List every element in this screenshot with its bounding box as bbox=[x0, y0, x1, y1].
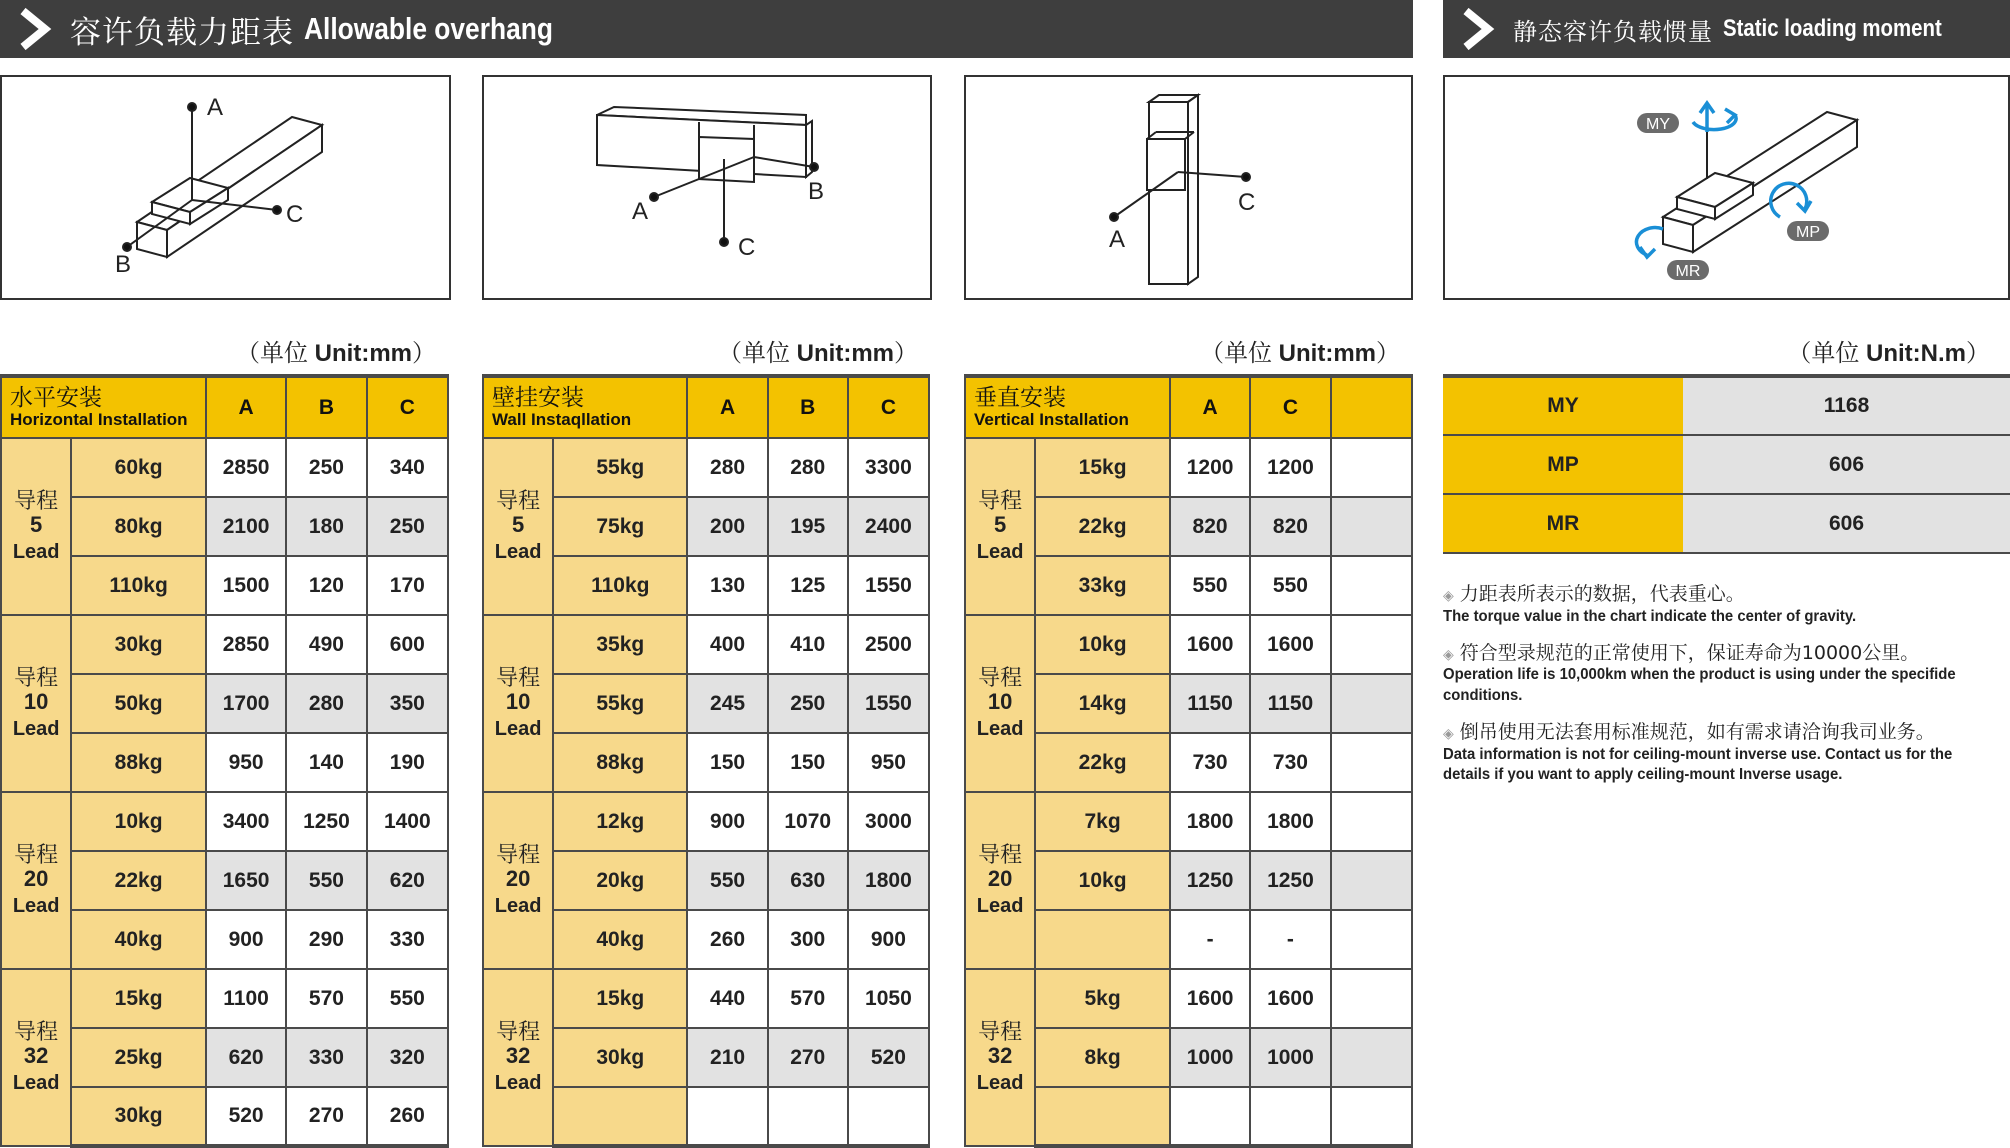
load-cell: 40kg bbox=[553, 910, 687, 969]
lead-en: Lead bbox=[976, 541, 1024, 564]
lead-cn: 导程 bbox=[496, 488, 541, 514]
load-cell: 35kg bbox=[553, 615, 687, 674]
load-cell: 110kg bbox=[71, 556, 206, 615]
lead-num: 32 bbox=[505, 1043, 531, 1068]
value-cell: 270 bbox=[286, 1087, 366, 1146]
diagram-horizontal-installation bbox=[0, 75, 451, 300]
lead-group-label bbox=[483, 792, 553, 969]
value-cell: 600 bbox=[367, 615, 448, 674]
table-row bbox=[1443, 494, 2010, 553]
moment-label-mp: MP bbox=[1796, 224, 1820, 241]
note-item bbox=[1443, 583, 2010, 628]
axis-label-a: A bbox=[207, 94, 224, 121]
value-cell: 245 bbox=[687, 674, 767, 733]
value-cell: 1550 bbox=[848, 674, 929, 733]
value-cell: 1100 bbox=[206, 969, 286, 1028]
diamond-bullet-icon: ◈ bbox=[1443, 725, 1454, 742]
load-cell: 55kg bbox=[553, 674, 687, 733]
value-cell: 300 bbox=[768, 910, 848, 969]
load-cell: 8kg bbox=[1035, 1028, 1170, 1087]
table-row bbox=[1443, 376, 2010, 435]
value-cell: 400 bbox=[687, 615, 767, 674]
chevron-right-icon bbox=[1443, 7, 1513, 51]
value-cell: 3300 bbox=[848, 438, 929, 497]
moment-key: MY bbox=[1443, 376, 1683, 435]
table-static-moment bbox=[1443, 374, 2010, 554]
table-row bbox=[965, 792, 1412, 851]
value-cell: 1250 bbox=[286, 792, 366, 851]
column-header bbox=[1331, 376, 1412, 438]
value-cell: 520 bbox=[848, 1028, 929, 1087]
note-item bbox=[1443, 721, 2010, 786]
value-cell: 490 bbox=[286, 615, 366, 674]
lead-num: 10 bbox=[505, 689, 531, 714]
moment-key: MR bbox=[1443, 494, 1683, 553]
value-cell: 1000 bbox=[1170, 1028, 1250, 1087]
value-cell: 550 bbox=[687, 851, 767, 910]
lead-group-label bbox=[483, 438, 553, 615]
value-cell: 550 bbox=[286, 851, 366, 910]
table-title-cn: 垂直安装 bbox=[974, 384, 1066, 411]
lead-group-label bbox=[965, 615, 1035, 792]
value-cell: 180 bbox=[286, 497, 366, 556]
value-cell: 290 bbox=[286, 910, 366, 969]
load-cell: 12kg bbox=[553, 792, 687, 851]
load-cell: 40kg bbox=[71, 910, 206, 969]
value-cell bbox=[1170, 1087, 1250, 1146]
value-cell: 1600 bbox=[1250, 615, 1330, 674]
header-title-en: Static loading moment bbox=[1723, 15, 1942, 42]
lead-cn: 导程 bbox=[496, 1019, 541, 1045]
value-cell: 260 bbox=[687, 910, 767, 969]
value-cell: 170 bbox=[367, 556, 448, 615]
column-header: B bbox=[768, 376, 848, 438]
value-cell: 1550 bbox=[848, 556, 929, 615]
load-cell: 50kg bbox=[71, 674, 206, 733]
value-cell bbox=[1331, 1028, 1412, 1087]
value-cell: 950 bbox=[206, 733, 286, 792]
table-title-en: Vertical Installation bbox=[974, 409, 1129, 429]
note-text-cn: 符合型录规范的正常使用下，保证寿命为10000公里。 bbox=[1459, 641, 1920, 664]
moment-value: 606 bbox=[1683, 435, 2010, 494]
axis-label-a: A bbox=[632, 198, 649, 225]
value-cell bbox=[768, 1087, 848, 1146]
lead-num: 5 bbox=[511, 512, 525, 537]
table-title-en: Wall Instaqllation bbox=[492, 409, 632, 429]
value-cell: 1650 bbox=[206, 851, 286, 910]
lead-group-label bbox=[483, 615, 553, 792]
value-cell: 270 bbox=[768, 1028, 848, 1087]
value-cell: 1250 bbox=[1170, 851, 1250, 910]
column-header: A bbox=[1170, 376, 1250, 438]
value-cell: - bbox=[1170, 910, 1250, 969]
load-cell: 75kg bbox=[553, 497, 687, 556]
column-header: C bbox=[1250, 376, 1330, 438]
lead-num: 5 bbox=[994, 512, 1007, 537]
table-row bbox=[1, 792, 448, 851]
header-title-cn: 静态容许负载惯量 bbox=[1513, 17, 1713, 46]
table-row bbox=[483, 615, 929, 674]
note-text-cn: 倒吊使用无法套用标准规范，如有需求请洽询我司业务。 bbox=[1459, 720, 1935, 743]
value-cell: 950 bbox=[848, 733, 929, 792]
moment-value: 606 bbox=[1683, 494, 2010, 553]
value-cell: 190 bbox=[367, 733, 448, 792]
lead-num: 5 bbox=[30, 512, 43, 537]
lead-en: Lead bbox=[494, 895, 542, 918]
moment-value: 1168 bbox=[1683, 376, 2010, 435]
lead-en: Lead bbox=[12, 541, 60, 564]
value-cell: 550 bbox=[367, 969, 448, 1028]
value-cell: 340 bbox=[367, 438, 448, 497]
lead-cn: 导程 bbox=[978, 488, 1023, 514]
load-cell: 22kg bbox=[71, 851, 206, 910]
table-row bbox=[965, 438, 1412, 497]
lead-en: Lead bbox=[494, 1072, 542, 1095]
value-cell: 520 bbox=[206, 1087, 286, 1146]
note-text-en: The torque value in the chart indicate the center of gravity. bbox=[1443, 607, 1857, 625]
lead-cn: 导程 bbox=[978, 665, 1023, 691]
lead-group-label bbox=[1, 438, 71, 615]
lead-cn: 导程 bbox=[14, 488, 59, 514]
value-cell: 350 bbox=[367, 674, 448, 733]
load-cell: 25kg bbox=[71, 1028, 206, 1087]
diagram-vertical-installation bbox=[964, 75, 1413, 300]
value-cell: 1050 bbox=[848, 969, 929, 1028]
load-cell bbox=[1035, 1087, 1170, 1146]
value-cell: 730 bbox=[1170, 733, 1250, 792]
moment-label-mr: MR bbox=[1675, 263, 1701, 280]
value-cell bbox=[1331, 733, 1412, 792]
lead-en: Lead bbox=[12, 895, 60, 918]
axis-label-b: B bbox=[115, 251, 132, 278]
table-header-row bbox=[483, 376, 929, 438]
load-cell: 60kg bbox=[71, 438, 206, 497]
note-item bbox=[1443, 642, 2010, 707]
moment-label-my: MY bbox=[1646, 116, 1670, 133]
value-cell: 280 bbox=[687, 438, 767, 497]
value-cell: 210 bbox=[687, 1028, 767, 1087]
lead-en: Lead bbox=[12, 718, 60, 741]
load-cell: 88kg bbox=[553, 733, 687, 792]
value-cell: 2850 bbox=[206, 438, 286, 497]
table-title-cn: 壁挂安装 bbox=[492, 384, 584, 411]
value-cell: 730 bbox=[1250, 733, 1330, 792]
value-cell: 900 bbox=[687, 792, 767, 851]
load-cell: 14kg bbox=[1035, 674, 1170, 733]
table-wall-installation bbox=[482, 374, 930, 1148]
value-cell: 900 bbox=[206, 910, 286, 969]
lead-en: Lead bbox=[976, 1072, 1024, 1095]
lead-group-label bbox=[1, 969, 71, 1146]
lead-num: 20 bbox=[505, 866, 531, 891]
load-cell: 7kg bbox=[1035, 792, 1170, 851]
value-cell bbox=[1331, 1087, 1412, 1146]
value-cell: 140 bbox=[286, 733, 366, 792]
value-cell bbox=[1331, 851, 1412, 910]
value-cell: 280 bbox=[286, 674, 366, 733]
value-cell: 125 bbox=[768, 556, 848, 615]
value-cell: 1600 bbox=[1250, 969, 1330, 1028]
diagram-wall-installation bbox=[482, 75, 932, 300]
table-title bbox=[483, 376, 687, 438]
lead-cn: 导程 bbox=[978, 842, 1023, 868]
value-cell bbox=[1331, 497, 1412, 556]
lead-group-label bbox=[965, 792, 1035, 969]
note-text-en: Operation life is 10,000km when the product is using under the specifide conditions. bbox=[1443, 666, 1956, 705]
load-cell: 33kg bbox=[1035, 556, 1170, 615]
table-row bbox=[483, 792, 929, 851]
lead-cn: 导程 bbox=[14, 1019, 59, 1045]
load-cell bbox=[1035, 910, 1170, 969]
unit-caption: （单位 Unit:mm） bbox=[1200, 340, 1400, 367]
diagram-static-loading-moment bbox=[1443, 75, 2010, 300]
value-cell: 1250 bbox=[1250, 851, 1330, 910]
axis-label-c: C bbox=[1238, 189, 1256, 216]
value-cell bbox=[1331, 674, 1412, 733]
diamond-bullet-icon: ◈ bbox=[1443, 588, 1454, 604]
table-horizontal-installation bbox=[0, 374, 449, 1148]
column-header: C bbox=[367, 376, 448, 438]
header-static-loading-moment bbox=[1443, 0, 2010, 58]
value-cell: 1500 bbox=[206, 556, 286, 615]
value-cell: - bbox=[1250, 910, 1330, 969]
lead-group-label bbox=[965, 438, 1035, 615]
value-cell: 570 bbox=[768, 969, 848, 1028]
load-cell bbox=[553, 1087, 687, 1146]
value-cell: 2500 bbox=[848, 615, 929, 674]
table-row bbox=[1, 438, 448, 497]
value-cell bbox=[1331, 556, 1412, 615]
lead-group-label bbox=[965, 969, 1035, 1146]
value-cell: 620 bbox=[206, 1028, 286, 1087]
unit-caption: （单位 Unit:mm） bbox=[236, 340, 436, 367]
lead-group-label bbox=[483, 969, 553, 1146]
load-cell: 10kg bbox=[1035, 615, 1170, 674]
table-title-en: Horizontal Installation bbox=[10, 409, 188, 429]
lead-num: 20 bbox=[987, 866, 1013, 891]
table-vertical-installation bbox=[964, 374, 1413, 1148]
column-header: A bbox=[687, 376, 767, 438]
note-text-cn: 力距表所表示的数据，代表重心。 bbox=[1459, 583, 1745, 605]
chevron-right-icon bbox=[0, 7, 70, 51]
value-cell: 250 bbox=[286, 438, 366, 497]
column-header: A bbox=[206, 376, 286, 438]
table-title bbox=[965, 376, 1170, 438]
value-cell: 330 bbox=[367, 910, 448, 969]
value-cell bbox=[1331, 910, 1412, 969]
value-cell: 3000 bbox=[848, 792, 929, 851]
value-cell: 330 bbox=[286, 1028, 366, 1087]
value-cell bbox=[1331, 792, 1412, 851]
load-cell: 15kg bbox=[553, 969, 687, 1028]
value-cell: 1400 bbox=[367, 792, 448, 851]
load-cell: 10kg bbox=[71, 792, 206, 851]
header-title-en: Allowable overhang bbox=[304, 11, 553, 46]
table-row bbox=[965, 969, 1412, 1028]
header-allowable-overhang bbox=[0, 0, 1413, 58]
lead-group-label bbox=[1, 615, 71, 792]
value-cell bbox=[1331, 615, 1412, 674]
axis-label-c: C bbox=[286, 201, 304, 228]
lead-num: 10 bbox=[23, 689, 49, 714]
value-cell: 1150 bbox=[1170, 674, 1250, 733]
table-title bbox=[1, 376, 206, 438]
value-cell: 2400 bbox=[848, 497, 929, 556]
lead-num: 32 bbox=[23, 1043, 49, 1068]
notes bbox=[1443, 583, 2010, 800]
table-row bbox=[1, 615, 448, 674]
axis-label-b: B bbox=[808, 178, 825, 205]
lead-en: Lead bbox=[976, 895, 1024, 918]
lead-cn: 导程 bbox=[978, 1019, 1023, 1045]
lead-en: Lead bbox=[976, 718, 1024, 741]
value-cell: 1200 bbox=[1170, 438, 1250, 497]
table-row bbox=[1, 969, 448, 1028]
table-header-row bbox=[1, 376, 448, 438]
table-header-row bbox=[965, 376, 1412, 438]
value-cell: 280 bbox=[768, 438, 848, 497]
value-cell bbox=[1250, 1087, 1330, 1146]
value-cell: 1600 bbox=[1170, 969, 1250, 1028]
value-cell: 250 bbox=[768, 674, 848, 733]
table-row bbox=[483, 969, 929, 1028]
load-cell: 55kg bbox=[553, 438, 687, 497]
lead-cn: 导程 bbox=[496, 665, 541, 691]
value-cell: 2850 bbox=[206, 615, 286, 674]
value-cell: 550 bbox=[1250, 556, 1330, 615]
load-cell: 22kg bbox=[1035, 497, 1170, 556]
load-cell: 22kg bbox=[1035, 733, 1170, 792]
axis-label-a: A bbox=[1109, 226, 1126, 253]
value-cell: 900 bbox=[848, 910, 929, 969]
value-cell: 195 bbox=[768, 497, 848, 556]
load-cell: 20kg bbox=[553, 851, 687, 910]
value-cell: 1800 bbox=[1170, 792, 1250, 851]
value-cell: 1700 bbox=[206, 674, 286, 733]
value-cell: 1150 bbox=[1250, 674, 1330, 733]
load-cell: 88kg bbox=[71, 733, 206, 792]
value-cell bbox=[687, 1087, 767, 1146]
header-title-cn: 容许负载力距表 bbox=[70, 14, 294, 51]
load-cell: 30kg bbox=[71, 1087, 206, 1146]
moment-key: MP bbox=[1443, 435, 1683, 494]
axis-label-c: C bbox=[738, 234, 756, 261]
value-cell bbox=[1331, 438, 1412, 497]
column-header: C bbox=[848, 376, 929, 438]
load-cell: 15kg bbox=[1035, 438, 1170, 497]
table-row bbox=[965, 615, 1412, 674]
value-cell: 820 bbox=[1250, 497, 1330, 556]
value-cell: 2100 bbox=[206, 497, 286, 556]
lead-num: 10 bbox=[987, 689, 1013, 714]
value-cell: 1600 bbox=[1170, 615, 1250, 674]
lead-en: Lead bbox=[494, 718, 542, 741]
load-cell: 10kg bbox=[1035, 851, 1170, 910]
value-cell: 250 bbox=[367, 497, 448, 556]
value-cell bbox=[1331, 969, 1412, 1028]
load-cell: 110kg bbox=[553, 556, 687, 615]
lead-en: Lead bbox=[494, 541, 542, 564]
lead-num: 20 bbox=[23, 866, 49, 891]
value-cell: 200 bbox=[687, 497, 767, 556]
note-text-en: Data information is not for ceiling-mount inverse use. Contact us for the details if you want to apply ceiling-mount Inverse usage. bbox=[1443, 745, 1953, 784]
value-cell: 820 bbox=[1170, 497, 1250, 556]
value-cell: 120 bbox=[286, 556, 366, 615]
table-row bbox=[483, 438, 929, 497]
value-cell: 320 bbox=[367, 1028, 448, 1087]
value-cell: 1070 bbox=[768, 792, 848, 851]
value-cell: 3400 bbox=[206, 792, 286, 851]
value-cell: 1800 bbox=[1250, 792, 1330, 851]
lead-num: 32 bbox=[987, 1043, 1013, 1068]
value-cell: 1000 bbox=[1250, 1028, 1330, 1087]
value-cell: 620 bbox=[367, 851, 448, 910]
value-cell: 410 bbox=[768, 615, 848, 674]
column-header: B bbox=[286, 376, 366, 438]
load-cell: 5kg bbox=[1035, 969, 1170, 1028]
value-cell bbox=[848, 1087, 929, 1146]
value-cell: 1200 bbox=[1250, 438, 1330, 497]
lead-cn: 导程 bbox=[496, 842, 541, 868]
value-cell: 570 bbox=[286, 969, 366, 1028]
value-cell: 150 bbox=[768, 733, 848, 792]
lead-cn: 导程 bbox=[14, 665, 59, 691]
value-cell: 630 bbox=[768, 851, 848, 910]
load-cell: 80kg bbox=[71, 497, 206, 556]
load-cell: 30kg bbox=[71, 615, 206, 674]
load-cell: 30kg bbox=[553, 1028, 687, 1087]
unit-caption: （单位 Unit:N.m） bbox=[1787, 340, 1990, 367]
table-title-cn: 水平安装 bbox=[10, 384, 102, 411]
lead-en: Lead bbox=[12, 1072, 60, 1095]
value-cell: 1800 bbox=[848, 851, 929, 910]
value-cell: 440 bbox=[687, 969, 767, 1028]
value-cell: 260 bbox=[367, 1087, 448, 1146]
value-cell: 150 bbox=[687, 733, 767, 792]
diamond-bullet-icon: ◈ bbox=[1443, 646, 1454, 663]
lead-group-label bbox=[1, 792, 71, 969]
value-cell: 130 bbox=[687, 556, 767, 615]
value-cell: 550 bbox=[1170, 556, 1250, 615]
unit-caption: （单位 Unit:mm） bbox=[718, 340, 918, 367]
table-row bbox=[1443, 435, 2010, 494]
lead-cn: 导程 bbox=[14, 842, 59, 868]
load-cell: 15kg bbox=[71, 969, 206, 1028]
